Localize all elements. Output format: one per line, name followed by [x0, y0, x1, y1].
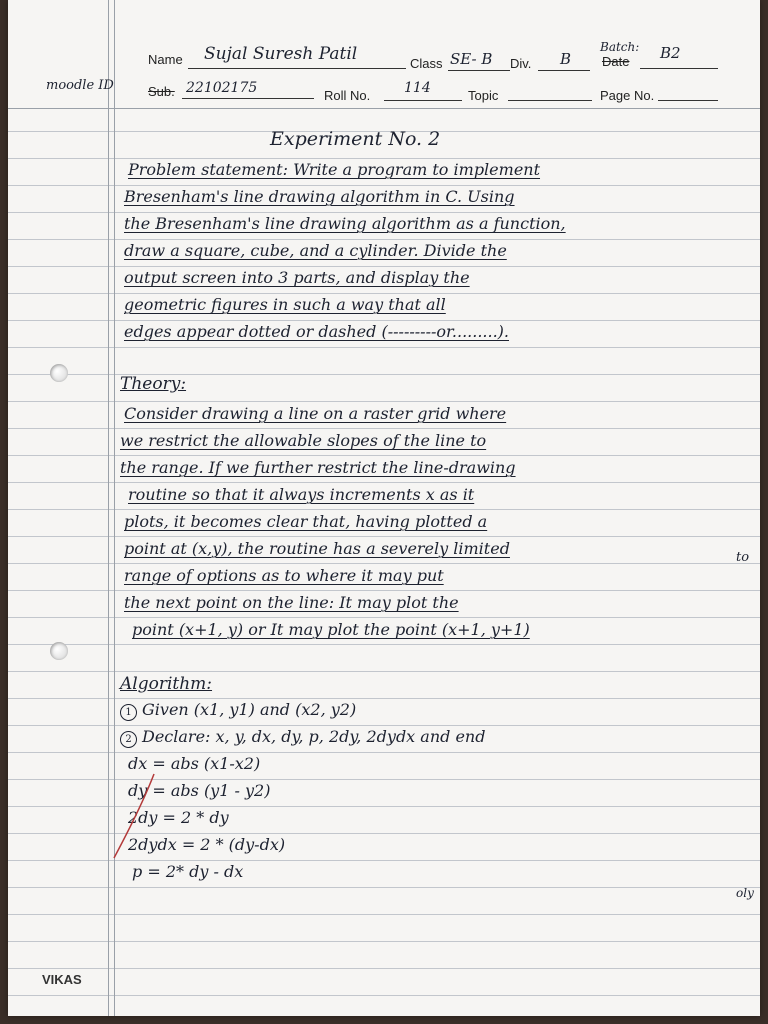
class-value: SE- B: [450, 50, 493, 68]
div-label: Div.: [510, 56, 532, 71]
theory-line: point at (x,y), the routine has a severely limited: [124, 539, 510, 558]
formula-line: 2dy = 2 * dy: [128, 808, 229, 827]
roll-value: 114: [404, 80, 431, 96]
class-label: Class: [410, 56, 443, 71]
date-underline: [640, 68, 718, 69]
batch-label: Batch:: [600, 40, 640, 54]
problem-line: Problem statement: Write a program to implement: [128, 160, 541, 179]
sub-underline: [182, 98, 314, 99]
date-label: Date: [602, 54, 630, 69]
theory-line: plots, it becomes clear that, having plotted a: [124, 512, 488, 531]
step-text: Given (x1, y1) and (x2, y2): [142, 700, 357, 719]
step-number: 2: [120, 731, 137, 748]
strike-through-mark: [110, 770, 158, 862]
formula-line: 2dydx = 2 * (dy-dx): [128, 835, 286, 854]
notebook-page: [8, 0, 760, 1016]
roll-label: Roll No.: [324, 88, 371, 103]
header-rule: [8, 108, 760, 109]
theory-line: routine so that it always increments x as it: [128, 485, 475, 504]
theory-line: range of options as to where it may put: [124, 566, 444, 585]
margin-note-right: to: [736, 550, 750, 565]
theory-line: the next point on the line: It may plot the: [124, 593, 459, 612]
margin-line: [108, 0, 109, 1016]
experiment-title: Experiment No. 2: [270, 128, 441, 150]
problem-line: Bresenham's line drawing algorithm in C. Using: [124, 187, 515, 206]
formula-line: dy = abs (y1 - y2): [128, 781, 271, 800]
topic-underline: [508, 100, 592, 101]
theory-line: the range. If we further restrict the line-drawing: [120, 458, 516, 477]
problem-line: edges appear dotted or dashed (---------or.........).: [124, 322, 509, 341]
div-underline: [538, 70, 590, 71]
margin-note-bottom: oly: [736, 886, 754, 900]
margin-line: [114, 0, 115, 1016]
topic-label: Topic: [468, 88, 499, 103]
theory-line: point (x+1, y) or It may plot the point (x+1, y+1): [132, 620, 530, 639]
name-underline: [188, 68, 406, 69]
problem-line: output screen into 3 parts, and display the: [124, 268, 470, 287]
name-label: Name: [148, 52, 183, 67]
page-underline: [658, 100, 718, 101]
problem-line: draw a square, cube, and a cylinder. Divide the: [124, 241, 507, 260]
batch-value: B2: [660, 44, 681, 62]
theory-line: we restrict the allowable slopes of the line to: [120, 431, 487, 450]
problem-line: geometric figures in such a way that all: [124, 295, 446, 314]
div-value: B: [560, 50, 572, 68]
formula-line: dx = abs (x1-x2): [128, 754, 261, 773]
class-underline: [448, 70, 510, 71]
roll-underline: [384, 100, 462, 101]
theory-heading: Theory:: [120, 374, 187, 394]
sub-label: Sub.: [148, 84, 175, 99]
step-number: 1: [120, 704, 137, 721]
name-value: Sujal Suresh Patil: [204, 44, 358, 64]
algorithm-heading: Algorithm:: [120, 674, 213, 694]
problem-line: the Bresenham's line drawing algorithm as a function,: [124, 214, 566, 233]
punch-hole: [50, 642, 68, 660]
sub-value: 22102175: [186, 80, 258, 96]
page-label: Page No.: [600, 88, 655, 103]
punch-hole: [50, 364, 68, 382]
step-text: Declare: x, y, dx, dy, p, 2dy, 2dydx and end: [142, 727, 486, 746]
moodle-label: moodle ID: [46, 78, 114, 93]
formula-line: p = 2* dy - dx: [132, 862, 244, 881]
brand-label: VIKAS: [42, 972, 82, 987]
theory-line: Consider drawing a line on a raster grid where: [124, 404, 507, 423]
